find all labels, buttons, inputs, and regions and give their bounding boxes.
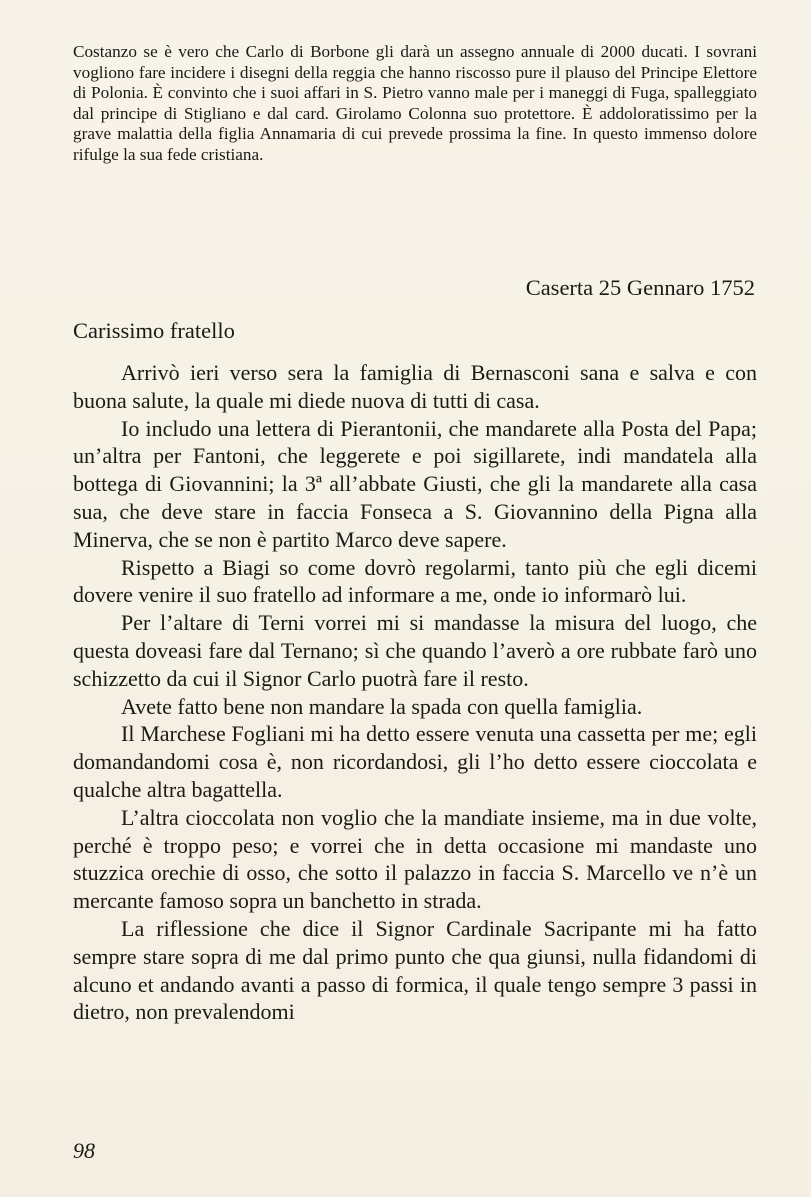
letter-summary	[73, 42, 757, 166]
summary-paragraph: Costanzo se è vero che Carlo di Borbone gli darà un assegno annuale di 2000 ducati. I sovrani vogliono fare incidere i disegni della reggia che hanno riscosso pure il plauso del Principe Elettore di Polonia. È convinto che i suoi affari in S. Pietro vanno male per i maneggi di Fuga, spalleggiato dal principe di Stigliano e dal card. Girolamo Colonna suo protettore. È addoloratissimo per la grave malattia della figlia Annamaria di cui prevede prossima la fine. In questo immenso dolore rifulge la sua fede cristiana.	[73, 42, 757, 164]
letter-paragraph: Il Marchese Fogliani mi ha detto essere venuta una cassetta per me; egli domandandomi cosa è, non ricordandosi, gli l’ho detto essere cioccolata e qualche altra bagattella.	[73, 721, 757, 802]
letter-body	[73, 359, 757, 1026]
letter-paragraph: La riflessione che dice il Signor Cardinale Sacripante mi ha fatto sempre stare sopra di me dal primo punto che qua giunsi, nulla fidandomi di alcuno et andando avanti a passo di formica, il quale tengo sempre 3 passi in dietro, non prevalendomi	[73, 915, 757, 1025]
letter-paragraph: Avete fatto bene non mandare la spada con quella famiglia.	[121, 693, 643, 719]
letter-dateline: Caserta 25 Gennaro 1752	[525, 275, 755, 300]
letter-paragraph: Per l’altare di Terni vorrei mi si mandasse la misura del luogo, che questa doveasi fare dal Ternano; sì che quando l’averò a ore rubbate farò uno schizzetto da cui il Signor Carlo puotrà fare il resto.	[73, 610, 757, 691]
letter-salutation: Carissimo fratello	[73, 318, 235, 343]
letter-paragraph: Arrivò ieri verso sera la famiglia di Bernasconi sana e salva e con buona salute, la quale mi diede nuova di tutti di casa.	[73, 360, 757, 413]
letter-paragraph: Rispetto a Biagi so come dovrò regolarmi, tanto più che egli dicemi dovere venire il suo fratello ad informare a me, onde io informarò lui.	[73, 554, 757, 608]
letter-paragraph: L’altra cioccolata non voglio che la mandiate insieme, ma in due volte, perché è troppo peso; e vorrei che in detta occasione mi mandaste uno stuzzica orechie di osso, che sotto il palazzo in faccia S. Marcello ve n’è un mercante famoso sopra un banchetto in strada.	[73, 804, 757, 914]
letter-paragraph: Io includo una lettera di Pierantonii, che mandarete alla Posta del Papa; un’altra per Fantoni, che leggerete e poi sigillarete, indi mandatela alla bottega di Giovannini; la 3ª all’abbate Giusti, che gli la mandarete alla casa sua, che deve stare in faccia Fonseca a S. Giovannino della Pigna alla Minerva, che se non è partito Marco deve sapere.	[73, 415, 757, 552]
page-number: 98	[73, 1138, 95, 1163]
